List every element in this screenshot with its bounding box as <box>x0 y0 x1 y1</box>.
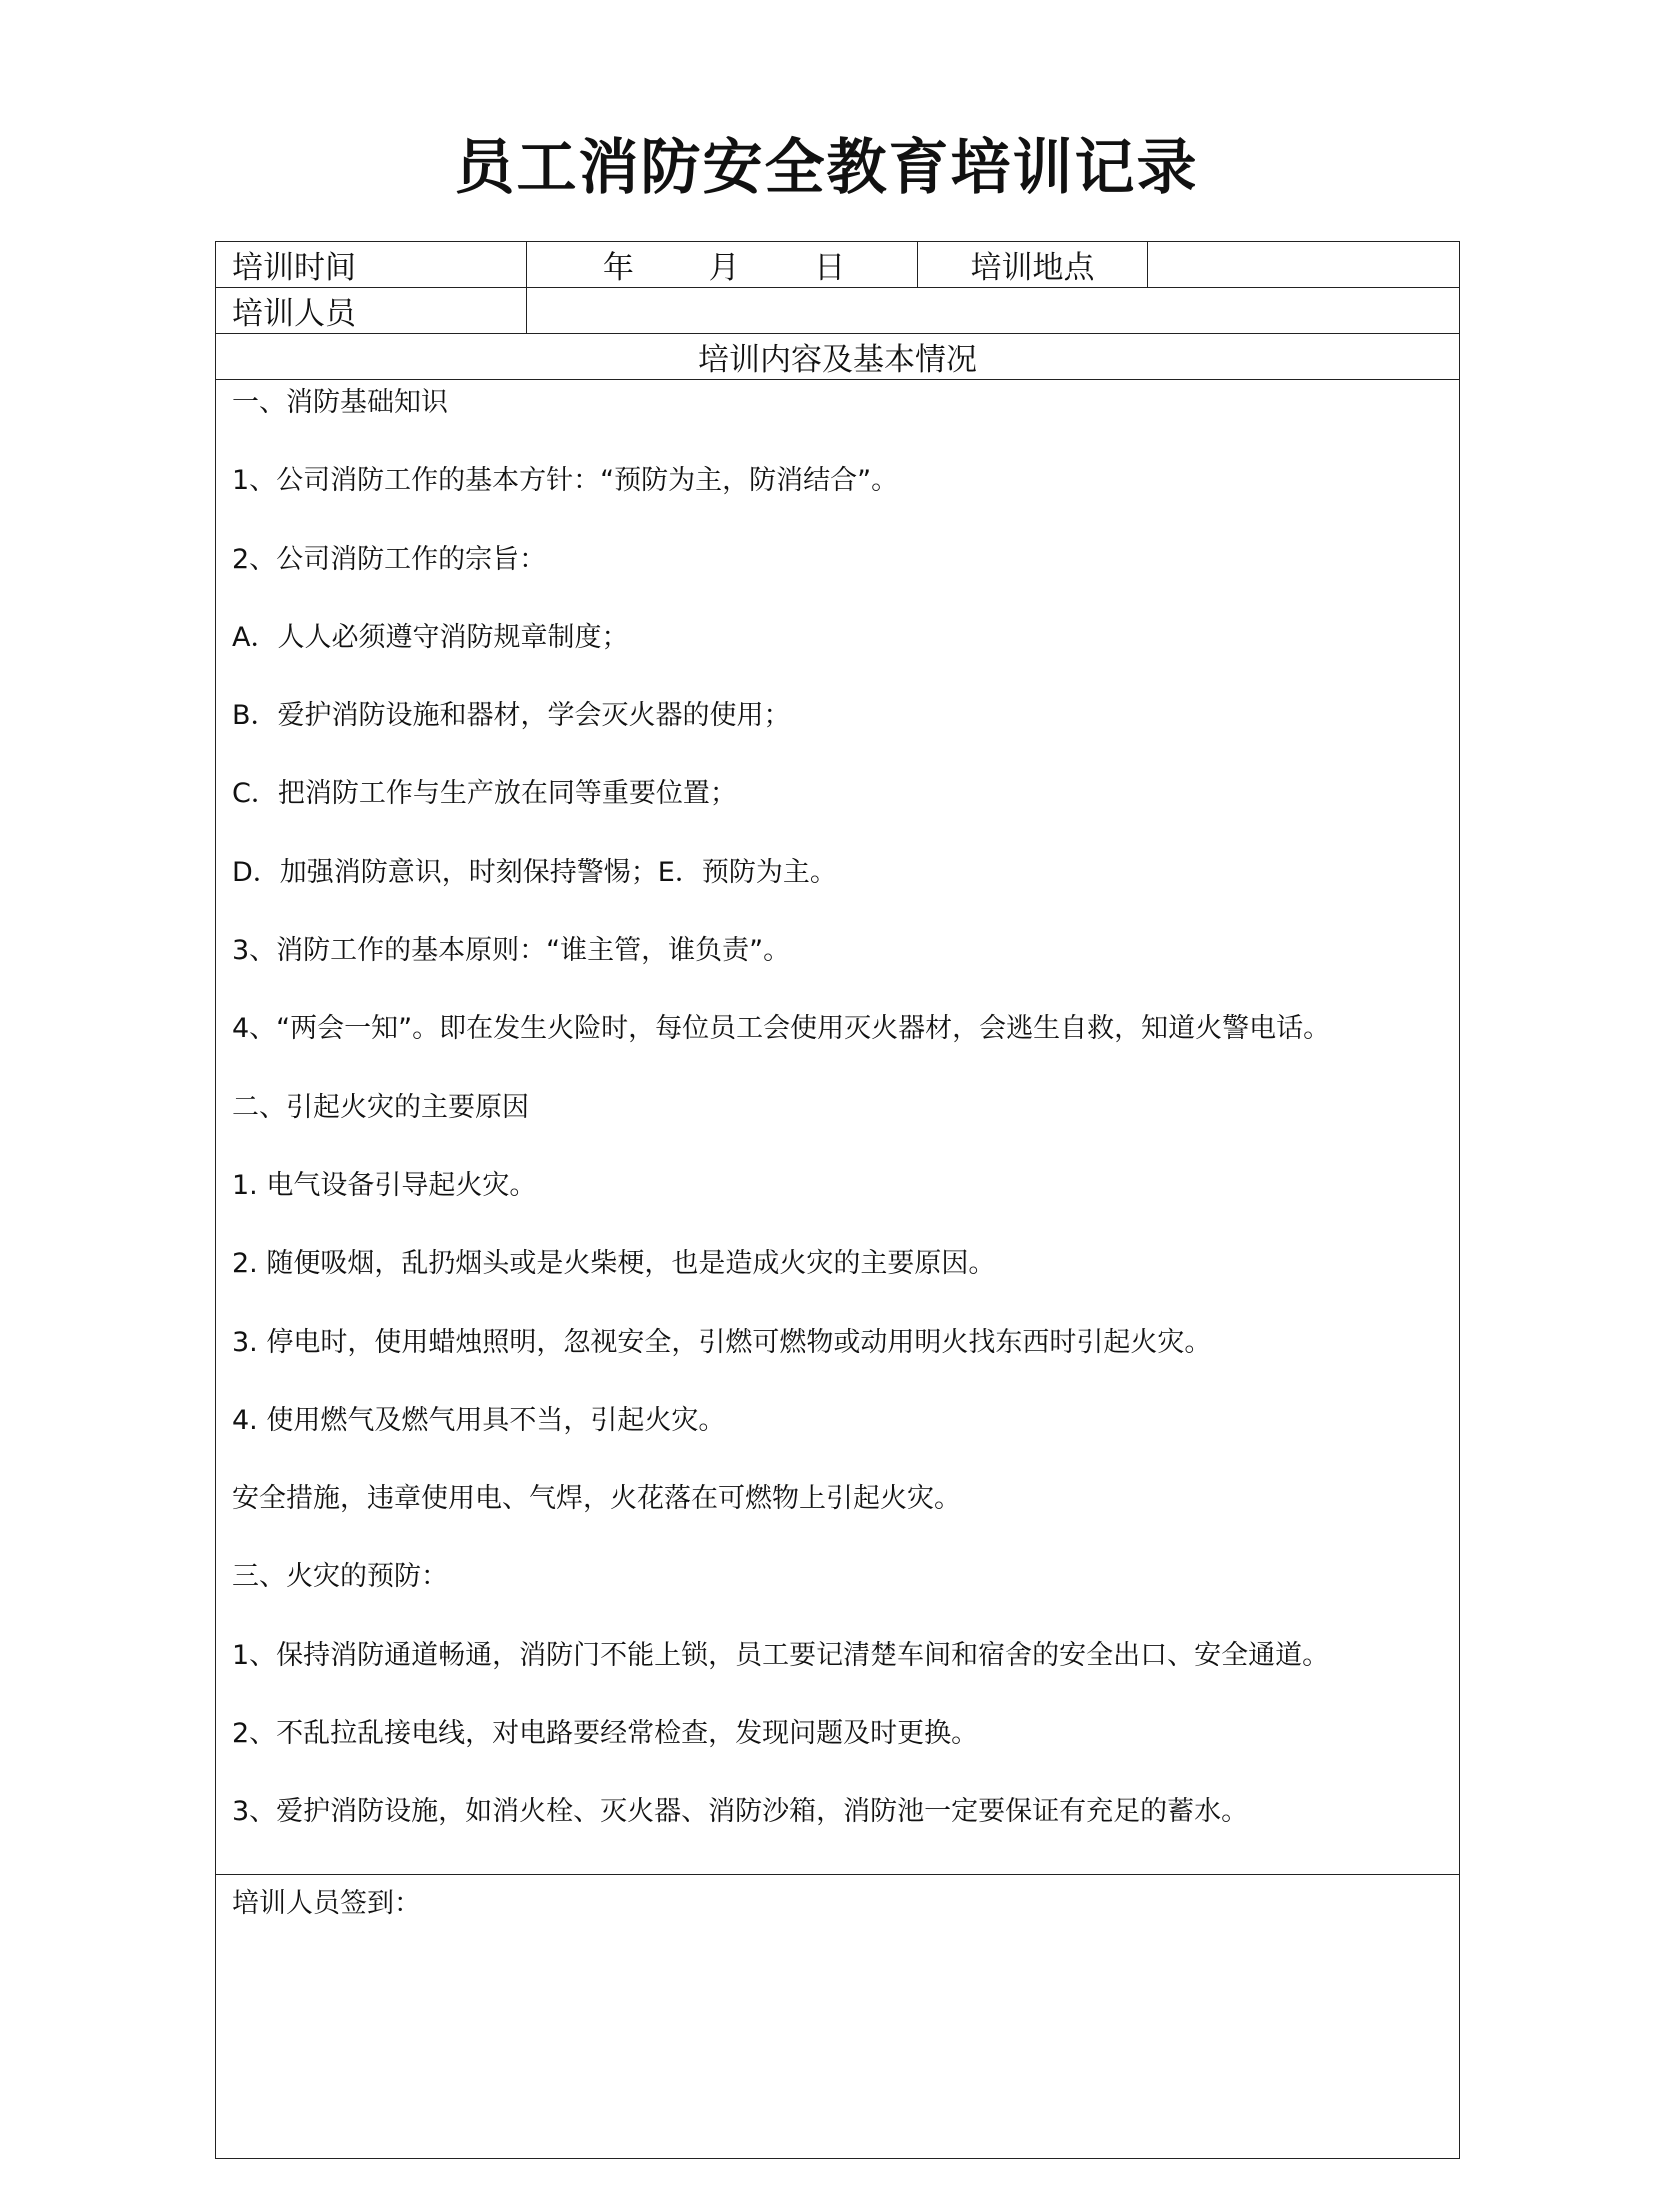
page-title: 员工消防安全教育培训记录 <box>454 133 1199 203</box>
row-content-header <box>216 334 1460 380</box>
content-line: 1、公司消防工作的基本方针：“预防为主，防消结合”。 <box>232 465 899 497</box>
content-line: B．爱护消防设施和器材，学会灭火器的使用； <box>232 700 791 732</box>
date-month-label: 月 <box>708 250 740 286</box>
training-location-label: 培训地点 <box>918 242 1148 288</box>
sign-in-area[interactable] <box>216 1874 1460 2158</box>
row-time-location <box>216 242 1460 288</box>
date-day-label: 日 <box>814 250 846 286</box>
content-line: C．把消防工作与生产放在同等重要位置； <box>232 778 737 810</box>
training-content <box>216 380 1460 1875</box>
sign-in-label: 培训人员签到： <box>232 1887 421 1919</box>
content-header: 培训内容及基本情况 <box>216 334 1460 380</box>
training-location-field[interactable] <box>1148 242 1460 288</box>
content-line: 三、火灾的预防： <box>232 1561 448 1593</box>
content-line: 2、公司消防工作的宗旨： <box>232 543 547 575</box>
row-content <box>216 380 1460 1875</box>
content-line: 1、保持消防通道畅通，消防门不能上锁，员工要记清楚车间和宿舍的安全出口、安全通道。 <box>232 1639 1330 1671</box>
row-sign <box>216 1874 1460 2158</box>
content-line: 4. 使用燃气及燃气用具不当，引起火灾。 <box>232 1404 726 1436</box>
training-date-field[interactable] <box>527 242 918 288</box>
content-line: 3、消防工作的基本原则：“谁主管，谁负责”。 <box>232 935 791 967</box>
content-line: 2. 随便吸烟，乱扔烟头或是火柴梗，也是造成火灾的主要原因。 <box>232 1248 996 1280</box>
content-line: A．人人必须遵守消防规章制度； <box>232 621 629 653</box>
content-line: 一、消防基础知识 <box>232 387 448 418</box>
content-line: 二、引起火灾的主要原因 <box>232 1091 529 1123</box>
content-line: 安全措施，违章使用电、气焊，火花落在可燃物上引起火灾。 <box>232 1483 961 1515</box>
content-line: 3、爱护消防设施，如消火栓、灭火器、消防沙箱，消防池一定要保证有充足的蓄水。 <box>232 1796 1249 1828</box>
training-time-label: 培训时间 <box>216 242 527 288</box>
date-year-label: 年 <box>602 250 634 286</box>
training-people-field[interactable] <box>527 288 1460 334</box>
content-line: 3. 停电时，使用蜡烛照明，忽视安全，引燃可燃物或动用明火找东西时引起火灾。 <box>232 1326 1212 1358</box>
content-line: 4、“两会一知”。即在发生火险时，每位员工会使用灭火器材，会逃生自救，知道火警电话。 <box>232 1013 1331 1045</box>
row-people <box>216 288 1460 334</box>
training-record-table <box>215 241 1460 2159</box>
content-line: 1. 电气设备引导起火灾。 <box>232 1169 537 1201</box>
content-line: D．加强消防意识，时刻保持警惕；E．预防为主。 <box>232 856 837 888</box>
content-line: 2、不乱拉乱接电线，对电路要经常检查，发现问题及时更换。 <box>232 1718 979 1750</box>
training-people-label: 培训人员 <box>216 288 527 334</box>
